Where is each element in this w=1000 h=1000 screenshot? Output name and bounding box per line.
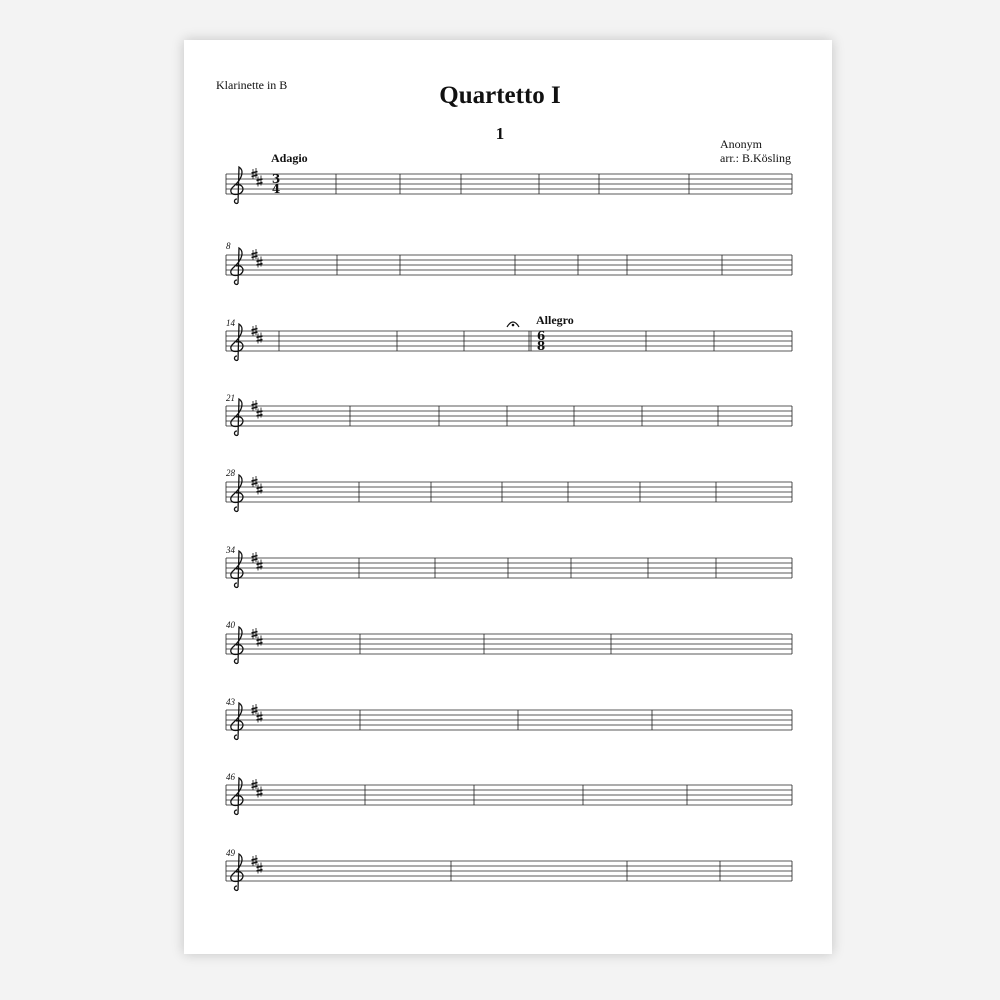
movement-number: 1 [495, 124, 505, 143]
time-signature-numerator: 6 [536, 329, 546, 343]
sharp-icon [252, 476, 258, 487]
sharp-icon [257, 333, 263, 344]
sharp-icon [257, 787, 263, 798]
measure-number: 46 [226, 772, 235, 782]
fermata-dot [512, 324, 515, 327]
sharp-icon [252, 704, 258, 715]
treble-clef-icon [231, 778, 243, 814]
measure-number: 49 [226, 848, 235, 858]
sharp-icon [252, 249, 258, 260]
sharp-icon [257, 408, 263, 419]
treble-clef-icon [231, 324, 243, 360]
treble-clef-icon [231, 854, 243, 890]
sharp-icon [252, 855, 258, 866]
sharp-icon [257, 712, 263, 723]
measure-number: 8 [226, 241, 231, 251]
measure-number: 43 [226, 697, 235, 707]
sharp-icon [257, 863, 263, 874]
measure-number: 40 [226, 620, 235, 630]
treble-clef-icon [231, 627, 243, 663]
sharp-icon [257, 257, 263, 268]
treble-clef-icon [231, 703, 243, 739]
sharp-icon [257, 176, 263, 187]
sharp-icon [252, 628, 258, 639]
treble-clef-icon [231, 399, 243, 435]
time-signature-numerator: 3 [271, 172, 281, 186]
sharp-icon [257, 636, 263, 647]
measure-number: 34 [226, 545, 235, 555]
measure-number: 21 [226, 393, 235, 403]
sharp-icon [252, 400, 258, 411]
sharp-icon [257, 560, 263, 571]
treble-clef-icon [231, 475, 243, 511]
tempo-marking-allegro: Allegro [536, 313, 574, 327]
instrument-label: Klarinette in B [216, 78, 288, 92]
time-signature-denominator: 8 [536, 339, 546, 353]
measure-number: 28 [226, 468, 235, 478]
treble-clef-icon [231, 551, 243, 587]
sharp-icon [252, 168, 258, 179]
tempo-marking-adagio: Adagio [271, 151, 308, 165]
sharp-icon [257, 484, 263, 495]
arranger-name: arr.: B.Kösling [720, 151, 791, 165]
treble-clef-icon [231, 167, 243, 203]
time-signature-denominator: 4 [271, 182, 281, 196]
sharp-icon [252, 779, 258, 790]
measure-number: 14 [226, 318, 235, 328]
piece-title: Quartetto I [439, 82, 561, 109]
sharp-icon [252, 552, 258, 563]
treble-clef-icon [231, 248, 243, 284]
sharp-icon [252, 325, 258, 336]
composer-name: Anonym [720, 137, 762, 151]
